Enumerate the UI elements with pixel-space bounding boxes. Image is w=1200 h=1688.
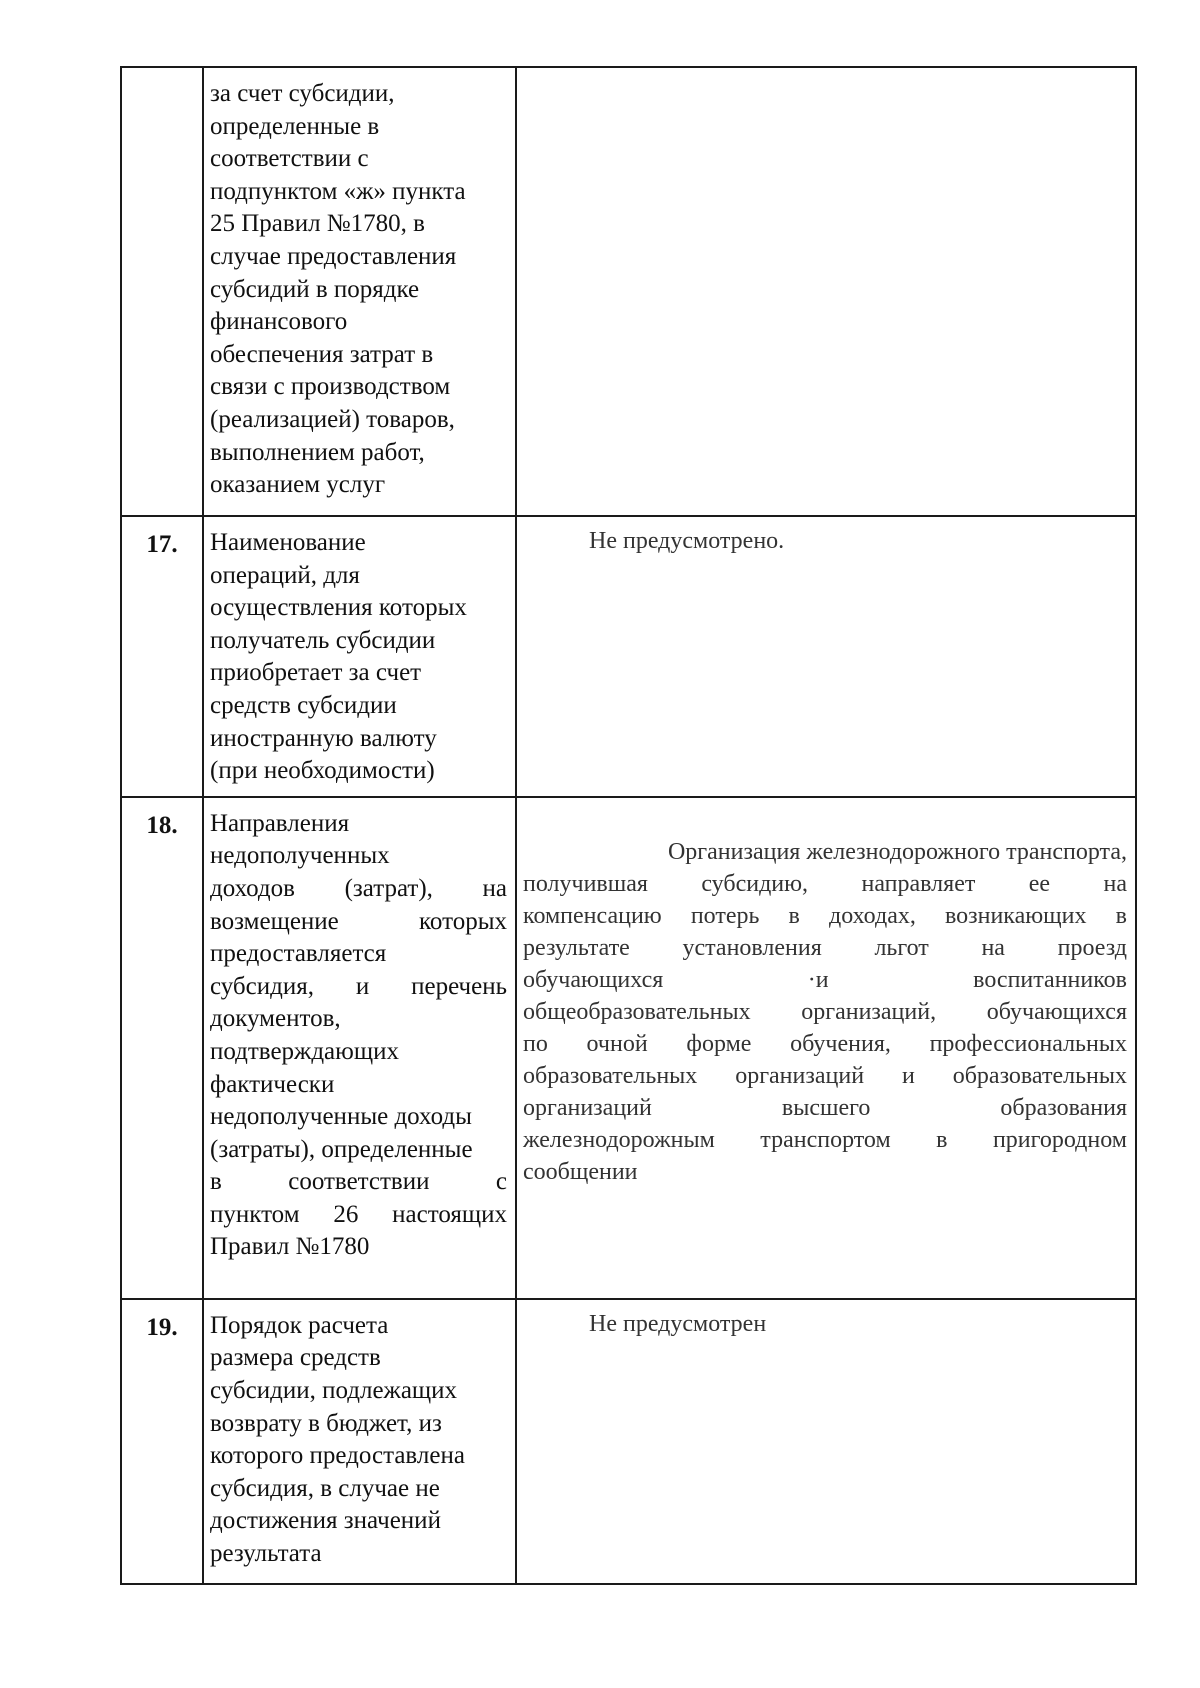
name-line: получатель субсидии bbox=[210, 626, 436, 654]
value-line bbox=[523, 900, 1127, 932]
name-line: средств субсидии bbox=[210, 691, 397, 719]
value-line bbox=[523, 1092, 1127, 1124]
word: пригородном bbox=[992, 1126, 1127, 1153]
table-row bbox=[121, 67, 1136, 516]
name-line: фактически bbox=[210, 1070, 335, 1098]
word: высшего bbox=[781, 1094, 871, 1121]
word: (затрат), bbox=[344, 874, 433, 902]
name-line: 25 Правил №1780, в bbox=[210, 210, 425, 238]
word: на bbox=[981, 934, 1005, 961]
value-line bbox=[523, 1124, 1127, 1156]
word: которых bbox=[419, 907, 507, 935]
name-line: приобретает за счет bbox=[210, 659, 422, 687]
value-line: Организация железнодорожного транспорта, bbox=[667, 838, 1127, 865]
row-number: 18. bbox=[121, 797, 203, 1299]
word: доходах, bbox=[828, 902, 916, 929]
word: обучающихся bbox=[986, 998, 1127, 1025]
name-line: недополученных bbox=[210, 842, 390, 870]
word: на bbox=[1103, 870, 1127, 897]
name-line bbox=[210, 906, 507, 939]
word: образовательных bbox=[952, 1062, 1127, 1089]
name-line: (при необходимости) bbox=[210, 757, 435, 785]
row-value bbox=[516, 516, 1136, 797]
name-line bbox=[210, 1199, 507, 1232]
word: образования bbox=[1000, 1094, 1127, 1121]
name-line bbox=[210, 873, 507, 906]
name-line: финансового bbox=[210, 308, 348, 336]
name-line: Порядок расчета bbox=[210, 1311, 389, 1339]
word: организаций, bbox=[801, 998, 937, 1025]
word: установления bbox=[682, 934, 822, 961]
name-line bbox=[210, 971, 507, 1004]
value-text: Не предусмотрен bbox=[589, 1310, 767, 1337]
name-line: соответствии с bbox=[210, 145, 369, 173]
word: транспортом bbox=[760, 1126, 891, 1153]
name-line: случае предоставления bbox=[210, 242, 457, 270]
name-line: подпунктом «ж» пункта bbox=[210, 177, 466, 205]
name-line: определенные в bbox=[210, 112, 380, 140]
row-number: 19. bbox=[121, 1299, 203, 1584]
word: ее bbox=[1028, 870, 1051, 897]
name-line: достижения значений bbox=[210, 1507, 441, 1535]
word: по bbox=[523, 1030, 548, 1057]
name-line bbox=[210, 1166, 507, 1199]
word: субсидия, bbox=[210, 972, 314, 1000]
table-row bbox=[121, 797, 1136, 1299]
word: 26 bbox=[333, 1200, 359, 1228]
word: возникающих bbox=[944, 902, 1087, 929]
word: в bbox=[1115, 902, 1127, 929]
word: обучающихся bbox=[523, 966, 664, 993]
word: и bbox=[355, 972, 370, 1000]
word: результате bbox=[523, 934, 630, 961]
row-number bbox=[121, 67, 203, 516]
value-line bbox=[523, 996, 1127, 1028]
name-line: осуществления которых bbox=[210, 594, 467, 622]
word: в bbox=[210, 1168, 222, 1196]
name-line: связи с производством bbox=[210, 373, 451, 401]
word: очной bbox=[586, 1030, 648, 1057]
word: и bbox=[901, 1062, 915, 1089]
word: на bbox=[482, 874, 507, 902]
name-line: субсидий в порядке bbox=[210, 275, 420, 303]
value-line bbox=[523, 932, 1127, 964]
value-line bbox=[523, 868, 1127, 900]
word: получившая bbox=[523, 870, 648, 897]
word: перечень bbox=[411, 972, 507, 1000]
value-line bbox=[523, 1028, 1127, 1060]
word: доходов bbox=[210, 874, 295, 902]
name-line: иностранную валюту bbox=[210, 724, 437, 752]
name-line: Наименование bbox=[210, 529, 366, 556]
name-line: за счет субсидии, bbox=[210, 80, 395, 107]
word: в bbox=[788, 902, 800, 929]
word: соответствии bbox=[288, 1168, 430, 1196]
word: с bbox=[495, 1168, 507, 1196]
word: компенсацию bbox=[523, 902, 662, 929]
name-line: операций, для bbox=[210, 561, 360, 589]
word: обучения, bbox=[790, 1030, 891, 1057]
name-line: (реализацией) товаров, bbox=[210, 405, 455, 433]
name-line: субсидии, подлежащих bbox=[210, 1376, 458, 1404]
word: субсидию, bbox=[701, 870, 809, 897]
word: пунктом bbox=[210, 1200, 300, 1228]
word: потерь bbox=[690, 902, 760, 929]
word: льгот bbox=[874, 934, 929, 961]
name-line: документов, bbox=[210, 1005, 341, 1033]
name-line: которого предоставлена bbox=[210, 1442, 465, 1470]
word: организаций bbox=[735, 1062, 865, 1089]
row-name bbox=[203, 67, 516, 516]
name-line: результата bbox=[210, 1539, 322, 1567]
word: в bbox=[936, 1126, 948, 1153]
row-value bbox=[516, 67, 1136, 516]
row-value bbox=[516, 1299, 1136, 1584]
name-line: субсидия, в случае не bbox=[210, 1474, 440, 1502]
row-name bbox=[203, 797, 516, 1299]
row-number: 17. bbox=[121, 516, 203, 797]
word: железнодорожным bbox=[523, 1126, 715, 1153]
word: настоящих bbox=[392, 1200, 507, 1228]
name-line: Правил №1780 bbox=[210, 1233, 370, 1261]
row-name bbox=[203, 516, 516, 797]
table-row bbox=[121, 1299, 1136, 1584]
word: направляет bbox=[861, 870, 976, 897]
word: проезд bbox=[1057, 934, 1127, 961]
value-line: сообщении bbox=[523, 1158, 638, 1185]
name-line: выполнением работ, bbox=[210, 438, 425, 466]
word: возмещение bbox=[210, 907, 339, 935]
word: ·и bbox=[807, 966, 829, 993]
name-line: размера средств bbox=[210, 1344, 381, 1372]
name-line: Направления bbox=[210, 809, 350, 837]
table-row bbox=[121, 516, 1136, 797]
name-line: возврату в бюджет, из bbox=[210, 1409, 442, 1437]
name-line: предоставляется bbox=[210, 940, 387, 968]
name-line: (затраты), определенные bbox=[210, 1135, 473, 1163]
value-line bbox=[523, 1060, 1127, 1092]
row-value bbox=[516, 797, 1136, 1299]
name-line: обеспечения затрат в bbox=[210, 340, 434, 368]
row-name bbox=[203, 1299, 516, 1584]
word: общеобразовательных bbox=[523, 998, 751, 1025]
value-line bbox=[523, 964, 1127, 996]
name-line: недополученные доходы bbox=[210, 1103, 472, 1131]
word: образовательных bbox=[523, 1062, 698, 1089]
word: форме bbox=[686, 1030, 752, 1057]
requirements-table bbox=[120, 66, 1137, 1585]
name-line: подтверждающих bbox=[210, 1037, 399, 1065]
word: воспитанников bbox=[973, 966, 1127, 993]
value-text: Не предусмотрено. bbox=[589, 528, 785, 554]
word: профессиональных bbox=[929, 1030, 1127, 1057]
word: организаций bbox=[523, 1094, 652, 1121]
name-line: оказанием услуг bbox=[210, 471, 386, 499]
